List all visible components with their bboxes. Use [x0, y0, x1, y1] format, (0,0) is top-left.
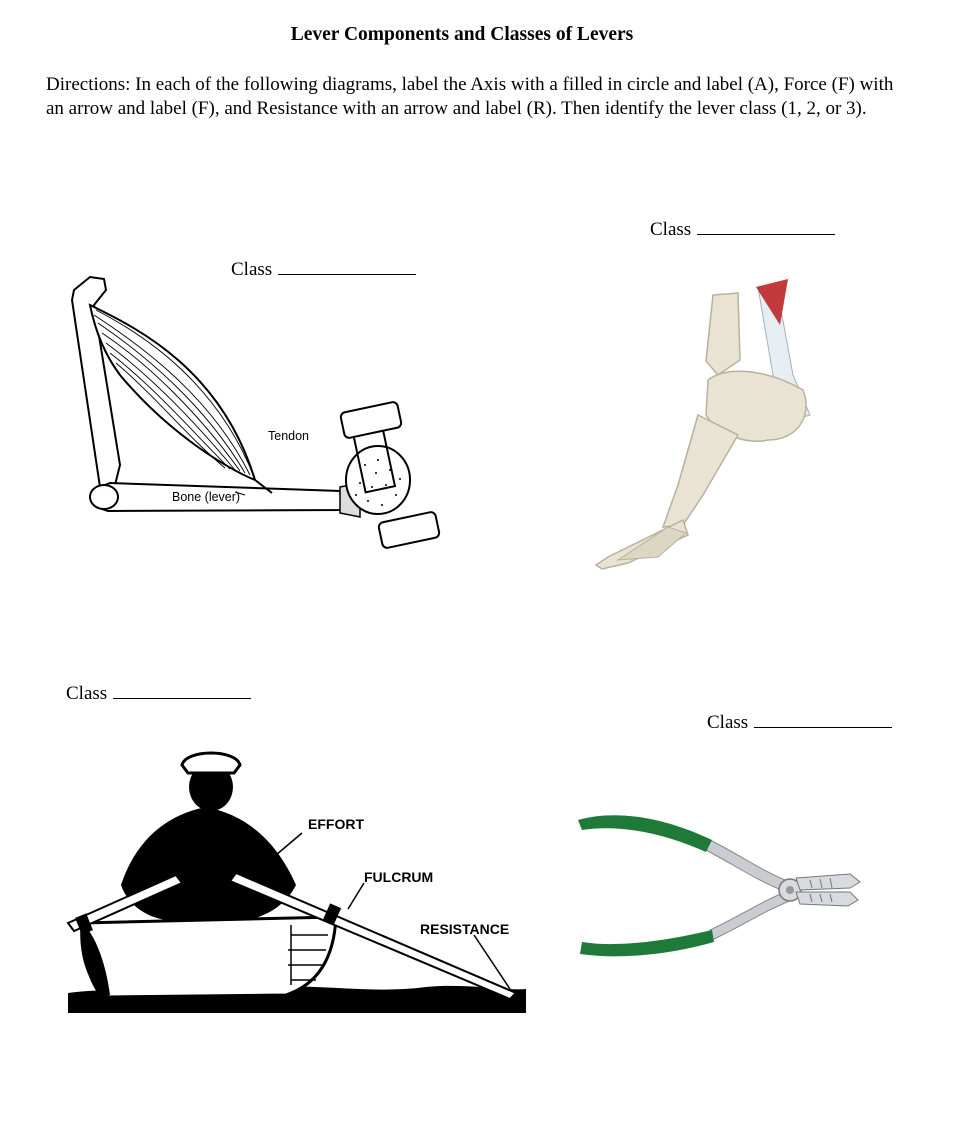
bone-label: Bone (lever) — [172, 490, 241, 504]
class-label: Class — [231, 259, 273, 280]
fulcrum-label: FULCRUM — [364, 869, 434, 885]
arm-diagram — [60, 265, 460, 585]
class-label: Class — [707, 712, 749, 733]
directions-text: Directions: In each of the following diagrams, label the Axis with a filled in circle and label (A), Force (F) with an arrow and label (F), and Resistance with an arrow and label (R). Then identify the lever class (1, 2, or 3). — [46, 74, 894, 119]
rowing-diagram — [66, 745, 528, 1015]
class-blank-pliers — [707, 712, 892, 734]
class-label: Class — [650, 219, 692, 240]
effort-label: EFFORT — [308, 816, 364, 832]
class-answer-line[interactable] — [113, 683, 251, 699]
pliers-diagram — [560, 770, 870, 980]
resistance-label: RESISTANCE — [420, 921, 510, 937]
class-label: Class — [66, 683, 108, 704]
tendon-label: Tendon — [268, 429, 310, 443]
foot-ankle-diagram — [588, 265, 828, 575]
page-title: Lever Components and Classes of Levers — [290, 24, 634, 45]
class-answer-line[interactable] — [754, 712, 892, 728]
class-answer-line[interactable] — [697, 219, 835, 235]
class-blank-rowing — [66, 683, 251, 705]
class-blank-foot — [650, 219, 835, 241]
